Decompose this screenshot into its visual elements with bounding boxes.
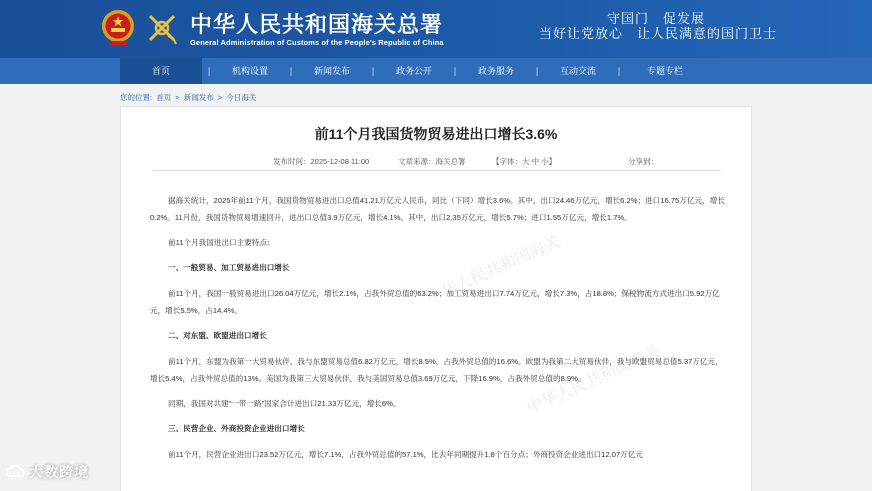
nav-separator: | [535,66,539,76]
breadcrumb [120,92,258,103]
publish-time: 发布时间：2025-12-08 11:00 [273,157,370,166]
nav-separator: | [289,66,293,76]
nav-separator: | [453,66,457,76]
paragraph: 据海关统计，2025年前11个月，我国货物贸易进出口总值41.21万亿元人民币，同比（下同）增长3.6%。其中，出口24.46万亿元，增长6.2%；进口16.75万亿元，增长0.2%。11月份，我国货物贸易增速回升，进出口总值3.9万亿元，增长4.1%。其中，出口2.35万亿元，增长5.7%；进口1.55万亿元，增长1.7%。 [150,196,725,222]
nav-item-services[interactable]: 政务服务 [477,66,514,76]
article-source: 文章来源：海关总署 [398,157,466,166]
nav-item-home[interactable]: 首页 [120,58,202,84]
slogan-line-2: 当好让党放心 让人民满意的国门卫士 [539,26,778,41]
site-subtitle: General Administration of Customs of the People's Republic of China [190,38,444,47]
site-title[interactable]: 中华人民共和国海关总署 [190,12,444,38]
section-heading: 二、对东盟、欧盟进出口增长 [168,331,267,340]
nav-item-government-affairs[interactable]: 政务公开 [395,66,432,76]
nav-separator: | [617,66,621,76]
customs-logo-icon[interactable] [144,10,180,46]
nav-separator: | [207,66,211,76]
section-heading: 三、民营企业、外商投资企业进出口增长 [168,424,305,433]
national-emblem-icon[interactable] [100,8,136,46]
nav-item-organization[interactable]: 机构设置 [231,66,268,76]
slogan-line-1: 守国门 促发展 [607,11,706,26]
font-size-selector[interactable]: 【字体：大 中 小】 [492,157,557,166]
nav-separator: | [371,66,375,76]
breadcrumb-home[interactable]: 首页 [156,93,172,102]
breadcrumb-prefix: 您的位置: [120,93,153,102]
divider [153,170,721,171]
nav-item-interaction[interactable]: 互动交流 [559,66,596,76]
article-body [150,192,728,471]
article-container [120,106,752,491]
site-header [0,0,872,58]
share-label[interactable]: 分享到： [628,157,658,166]
watermark: 中华人民共和国海关 [523,341,664,418]
nav-item-news[interactable]: 新闻发布 [313,66,350,76]
paragraph: 前11个月我国进出口主要特点： [168,238,275,247]
paragraph: 前11个月，东盟为我第一大贸易伙伴，我与东盟贸易总值6.82万亿元，增长8.5%，占我外贸总值的16.6%。欧盟为我第二大贸易伙伴，我与欧盟贸易总值5.37万亿元，增长5.4%，占我外贸总值的13%。美国为我第三大贸易伙伴，我与美国贸易总值3.69万亿元，下降16.9%，占我外贸总值的8.9%。 [150,357,723,383]
section-heading: 一、一般贸易、加工贸易进出口增长 [168,263,290,272]
breadcrumb-separator: > [217,93,223,102]
paragraph: 前11个月，我国一般贸易进出口26.04万亿元，增长2.1%，占我外贸总值的63.2%；加工贸易进出口7.74万亿元，增长7.3%，占18.8%；保税物流方式进出口5.92万亿元，增长5.5%，占14.4%。 [150,289,720,315]
breadcrumb-separator: > [175,93,180,102]
paragraph: 前11个月，民营企业进出口23.52万亿元，增长7.1%，占我外贸总值的57.1%，比去年同期提升1.8个百分点；外商投资企业进出口12.07万亿元 [168,450,643,459]
brand-watermark [6,462,89,482]
breadcrumb-today[interactable]: 今日海关 [226,93,257,102]
paragraph: 同期，我国对共建“一带一路”国家合计进出口21.33万亿元，增长6%。 [168,399,401,408]
cloud-logo-icon [6,462,26,482]
watermark: 中华人民共和国海关 [423,231,564,308]
brand-label: 大数跨境 [29,464,89,480]
breadcrumb-news[interactable]: 新闻发布 [183,93,214,102]
nav-item-special-topics[interactable]: 专题专栏 [646,66,683,76]
main-nav [0,58,872,84]
article-title: 前11个月我国货物贸易进出口增长3.6% [314,126,558,142]
